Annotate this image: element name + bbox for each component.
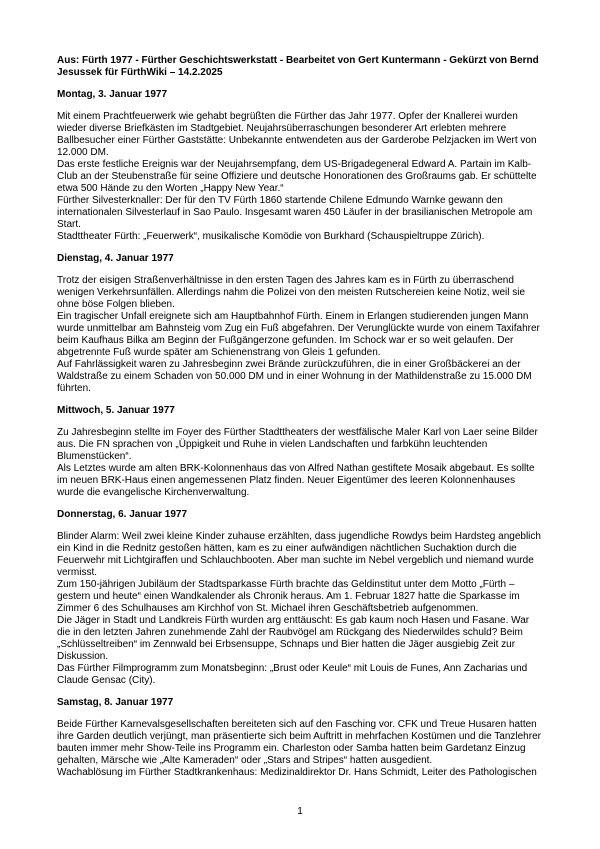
paragraph: Das erste festliche Ereignis war der Neujahrsempfang, dem US-Brigadegeneral Edward A. Partain im Kalb-Club an der Steubenstraße für seine Offiziere und deutsche Honorationen des Großraums gab. Er schüttelte etwa 500 Hände zu den Worten „Happy New Year.“ <box>57 159 537 194</box>
paragraph: Fürther Silvesterknaller: Der für den TV Fürth 1860 startende Chilene Edmundo Warnke gewann den internationalen Silvesterlauf in Sao Paulo. Insgesamt waren 450 Läufer in der brasilianischen Metropole am Start. <box>57 195 533 230</box>
paragraph: Ein tragischer Unfall ereignete sich am Hauptbahnhof Fürth. Einem in Erlangen studierenden jungen Mann wurde unmittelbar am Bahnsteig vom Zug ein Fuß abgefahren. Der Verunglückte wurde von einem Taxifahrer beim Kaufhaus Bilka am Beginn der Fußgängerzone gefunden. Im Schock war er so weit gelaufen. Der abgetrennte Fuß wurde später am Schienenstrang von Gleis 1 gefunden. <box>57 311 540 358</box>
section-heading-thursday: Donnerstag, 6. Januar 1977 <box>57 509 188 520</box>
paragraph: Mit einem Prachtfeuerwerk wie gehabt begrüßten die Fürther das Jahr 1977. Opfer der Knallerei wurden wieder diverse Briefkästen im Stadtgebiet. Neujahrsüberraschungen besonderer Art erlebten mehrere Ballbesucher einer Fürther Gaststätte: Unbekannte entwendeten aus der Garderobe Pelzjacken im Wert von 12.000 DM. <box>57 111 537 158</box>
section-heading-saturday: Samstag, 8. Januar 1977 <box>57 697 174 708</box>
paragraph: Die Jäger in Stadt und Landkreis Fürth wurden arg enttäuscht: Es gab kaum noch Hasen und Fasane. War die in den letzten Jahren zunehmende Zahl der Raubvögel am Rückgang des Niederwildes schuld? Beim „Schlüsseltreiben“ im Zennwald bei Erbsensuppe, Schnaps und Bier hatten die Jäger ausgiebig Zeit zur Diskussion. <box>57 615 530 662</box>
section-heading-tuesday: Dienstag, 4. Januar 1977 <box>57 253 174 264</box>
paragraph: Wachablösung im Fürther Stadtkrankenhaus: Medizinaldirektor Dr. Hans Schmidt, Leiter des Pathologischen <box>57 767 537 778</box>
paragraph: Auf Fahrlässigkeit waren zu Jahresbeginn zwei Brände zurückzuführen, die in einer Großbäckerei an der Waldstraße zu einem Schaden von 50.000 DM und in einer Wohnung in der Mathildenstraße zu 15.000 DM führten. <box>57 359 532 394</box>
paragraph: Zum 150-jährigen Jubiläum der Stadtsparkasse Fürth brachte das Geldinstitut unter dem Motto „Fürth – gestern und heute“ einen Wandkalender als Chronik heraus. Am 1. Februar 1827 hatte die Sparkasse im Zimmer 6 des Schulhauses am Kirchhof von St. Michael ihren Geschäftsbetrieb aufgenommen. <box>57 579 520 614</box>
section-heading-wednesday: Mittwoch, 5. Januar 1977 <box>57 405 175 416</box>
paragraph: Das Fürther Filmprogramm zum Monatsbeginn: „Brust oder Keule“ mit Louis de Funes, Ann Zacharias und Claude Gensac (City). <box>57 663 528 686</box>
paragraph: Beide Fürther Karnevalsgesellschaften bereiteten sich auf den Fasching vor. CFK und Treue Husaren hatten ihre Garden deutlich verjüngt, man präsentierte sich beim Auftritt in mehrfachen Kostümen und die Tanzlehrer bauten immer mehr Show-Teile ins Programm ein. Charleston oder Samba hatten beim Gardetanz Einzug gehalten, Märsche wie „Alte Kameraden“ oder „Stars and Stripes“ hatten ausgedient. <box>57 719 541 766</box>
paragraph: Blinder Alarm: Weil zwei kleine Kinder zuhause erzählten, dass jugendliche Rowdys beim Hardsteg angeblich ein Kind in die Rednitz gestoßen hätten, kam es zu einer aufwändigen nächtlichen Suchaktion durch die Feuerwehr mit Lichtgiraffen und Schlauchbooten. Aber man suchte im Nebel vergeblich und niemand wurde vermisst. <box>57 531 541 578</box>
document-header: Aus: Fürth 1977 - Fürther Geschichtswerkstatt - Bearbeitet von Gert Kuntermann - Gekürzt von Bernd Jesussek für FürthWiki – 14.2.2025 <box>57 55 539 78</box>
paragraph: Zu Jahresbeginn stellte im Foyer des Fürther Stadttheaters der westfälische Maler Karl von Laer seine Bilder aus. Die FN sprachen von „Üppigkeit und Ruhe in vielen Landschaften und farbkühn leuchtenden Blumenstücken“. <box>57 427 538 462</box>
paragraph: Als Letztes wurde am alten BRK-Kolonnenhaus das von Alfred Nathan gestiftete Mosaik abgebaut. Es sollte im neuen BRK-Haus einen angemessenen Platz finden. Neuer Eigentümer des leeren Kolonnenhauses wurde die evangelische Kirchenverwaltung. <box>57 463 535 498</box>
page-number: 1 <box>297 806 303 817</box>
paragraph: Trotz der eisigen Straßenverhältnisse in den ersten Tagen des Jahres kam es in Fürth zu überraschend wenigen Verkehrsunfällen. Allerdings nahm die Polizei von den meisten Rutschereien keine Notiz, weil sie ohne böse Folgen blieben. <box>57 275 526 310</box>
paragraph: Stadttheater Fürth: „Feuerwerk“, musikalische Komödie von Burkhard (Schauspieltruppe Zürich). <box>57 231 485 242</box>
section-heading-monday: Montag, 3. Januar 1977 <box>57 89 168 100</box>
